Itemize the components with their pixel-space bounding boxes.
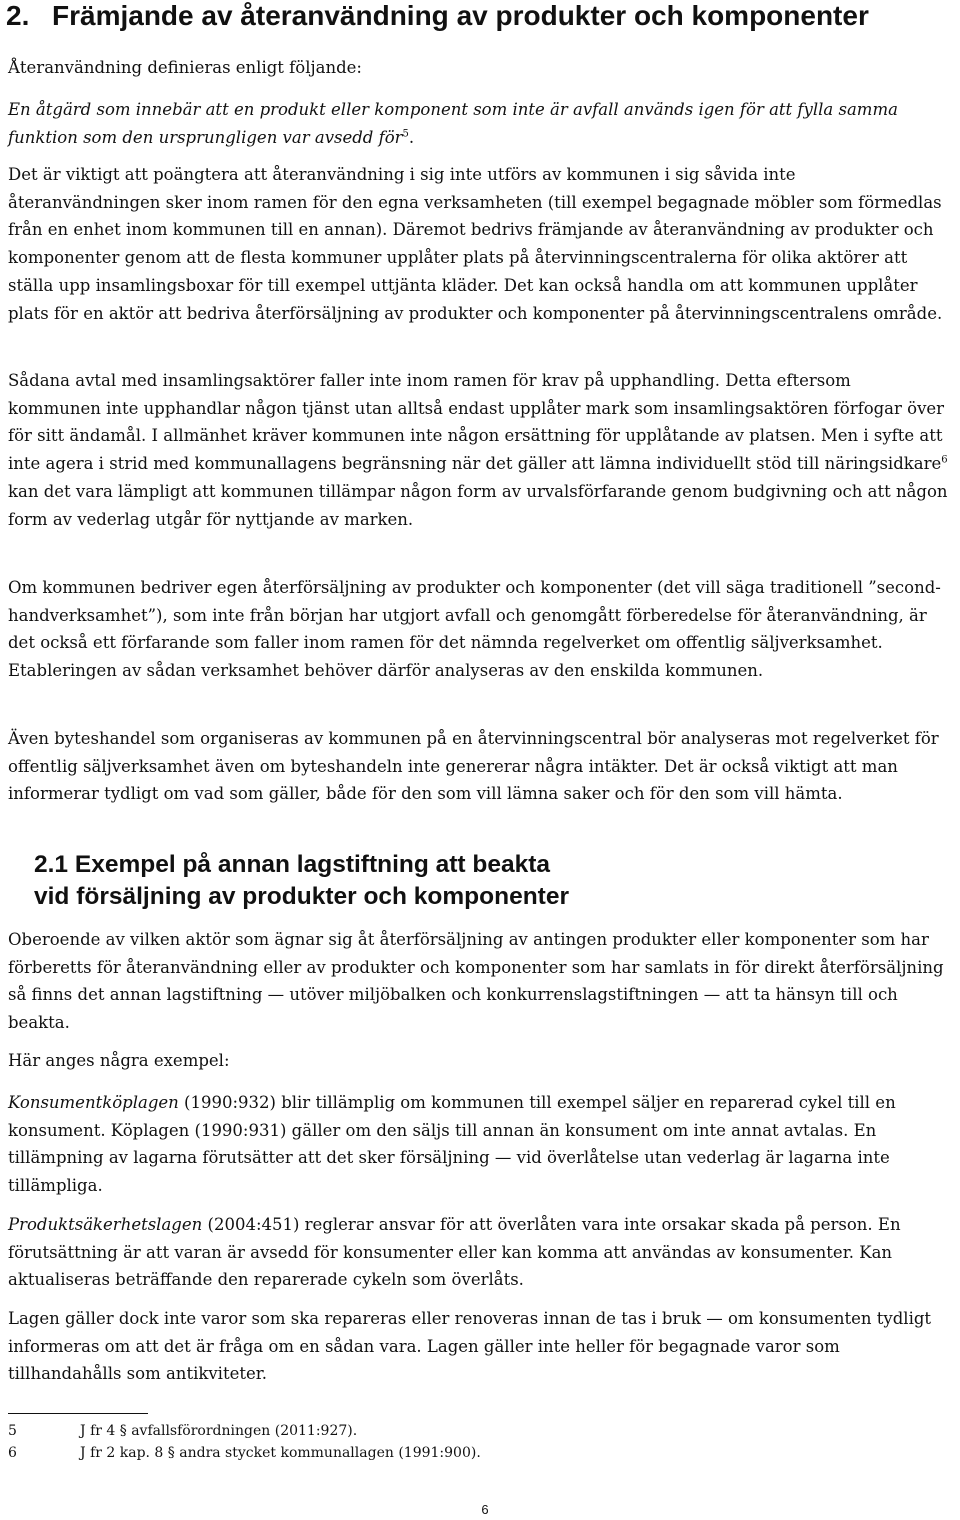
paragraph-7-text: (1990:932) blir tillämplig om kommunen till exempel säljer en reparerad cykel till en konsument. Köplagen (1990:931) gäller om den säljs till annan än konsument om inte annat avtalas. En tillämpning av lagarna förutsätter att det sker försäljning — vid överlåtelse utan vederlag är lagarna inte tillämpliga. (8, 1093, 896, 1196)
paragraph-8-text: (2004:451) reglerar ansvar för att överlåten vara inte orsakar skada på person. En förutsättning är att varan är avsedd för konsumenter eller kan komma att användas av konsumenter. Kan aktualiseras beträffande den reparerade cykeln som överlåts. (8, 1215, 901, 1290)
page-number: 6 (481, 1502, 489, 1517)
subsection-heading (34, 849, 934, 913)
footnote-6 (8, 1442, 768, 1464)
paragraph-2-part-b: kan det vara lämpligt att kommunen tillämpar någon form av urvalsförfarande genom budgivning och att någon form av vederlag utgår för nyttjande av marken. (8, 481, 948, 529)
definition-text (8, 96, 948, 151)
subsection-title-line1: Exempel på annan lagstiftning att beakta (68, 851, 550, 878)
intro-text: Återanvändning definieras enligt följande: (8, 58, 362, 77)
paragraph-8 (8, 1211, 948, 1294)
paragraph-2 (8, 367, 948, 533)
section-heading (6, 0, 956, 34)
definition-end: . (408, 127, 415, 147)
paragraph-3: Om kommunen bedriver egen återförsäljning av produkter och komponenter (det vill säga traditionell ”second-handverksamhet”), som inte från början har utgjort avfall och genomgått förberedelse för återanvändning, är det också ett förfarande som faller inom ramen för det nämnda regelverket om offentlig säljverksamhet. Etableringen av sådan verksamhet behöver därför analyseras av den enskilda kommunen. (8, 578, 941, 681)
paragraph-5: Oberoende av vilken aktör som ägnar sig åt återförsäljning av antingen produkter eller komponenter som har förberetts för återanvändning eller av produkter och komponenter som har samlats in för direkt återförsäljning så finns det annan lagstiftning — utöver miljöbalken och konkurrenslagstiftningen — att ta hänsyn till och beakta. (8, 930, 944, 1033)
paragraph-4: Även byteshandel som organiseras av kommunen på en återvinningscentral bör analyseras mot regelverket för offentlig säljverksamhet även om byteshandeln inte genererar några intäkter. Det är också viktigt att man informerar tydligt om vad som gäller, både för den som vill lämna saker och för den som vill hämta. (8, 729, 939, 804)
law-name-produktsakerhetslagen: Produktsäkerhetslagen (8, 1215, 203, 1234)
law-name-konsumentkoplagen: Konsumentköplagen (8, 1093, 179, 1112)
section-number: 2. (6, 0, 30, 31)
paragraph-9: Lagen gäller dock inte varor som ska repareras eller renoveras innan de tas i bruk — om konsumenten tydligt informeras om att det är fråga om en sådan vara. Lagen gäller inte heller för begagnade varor som tillhandahålls som antikviteter. (8, 1309, 932, 1384)
footnote-text: J fr 2 kap. 8 § andra stycket kommunallagen (1991:900). (80, 1445, 481, 1461)
footnote-divider (8, 1413, 148, 1414)
footnote-ref-6: 6 (941, 454, 948, 466)
paragraph-6: Här anges några exempel: (8, 1051, 230, 1070)
footnote-number: 6 (8, 1445, 17, 1461)
footnote-text: J fr 4 § avfallsförordningen (2011:927). (80, 1423, 358, 1439)
paragraph-2-part-a: Sådana avtal med insamlingsaktörer faller inte inom ramen för krav på upphandling. Detta eftersom kommunen inte upphandlar någon tjänst utan alltså endast upplåter mark som insamlingsaktören förfogar över för sitt ändamål. I allmänhet kräver kommunen inte någon ersättning för upplåtande av platsen. Men i syfte att inte agera i strid med kommunallagens begränsning när det gäller att lämna individuellt stöd till näringsidkare (8, 371, 945, 474)
subsection-title-line2: vid försäljning av produkter och komponenter (34, 883, 569, 910)
definition-quote: En åtgärd som innebär att en produkt eller komponent som inte är avfall används igen för att fylla samma funktion som den ursprungligen var avsedd för (8, 100, 898, 147)
subsection-number: 2.1 (34, 851, 69, 878)
footnote-5 (8, 1420, 768, 1442)
paragraph-7 (8, 1089, 948, 1200)
paragraph-1: Det är viktigt att poängtera att återanvändning i sig inte utförs av kommunen i sig såvida inte återanvändningen sker inom ramen för den egna verksamheten (till exempel begagnade möbler som förmedlas från en enhet inom kommunen till en annan). Däremot bedrivs främjande av återanvändning av produkter och komponenter genom att de flesta kommuner upplåter plats på återvinningscentralerna för olika aktörer att ställa upp insamlingsboxar för till exempel uttjänta kläder. Det kan också handla om att kommunen upplåter plats för en aktör att bedriva återförsäljning av produkter och komponenter på återvinningscentralens område. (8, 165, 943, 323)
footnote-number: 5 (8, 1423, 17, 1439)
footnote-ref-5: 5 (402, 128, 409, 140)
section-title: Främjande av återanvändning av produkter och komponenter (52, 0, 869, 31)
